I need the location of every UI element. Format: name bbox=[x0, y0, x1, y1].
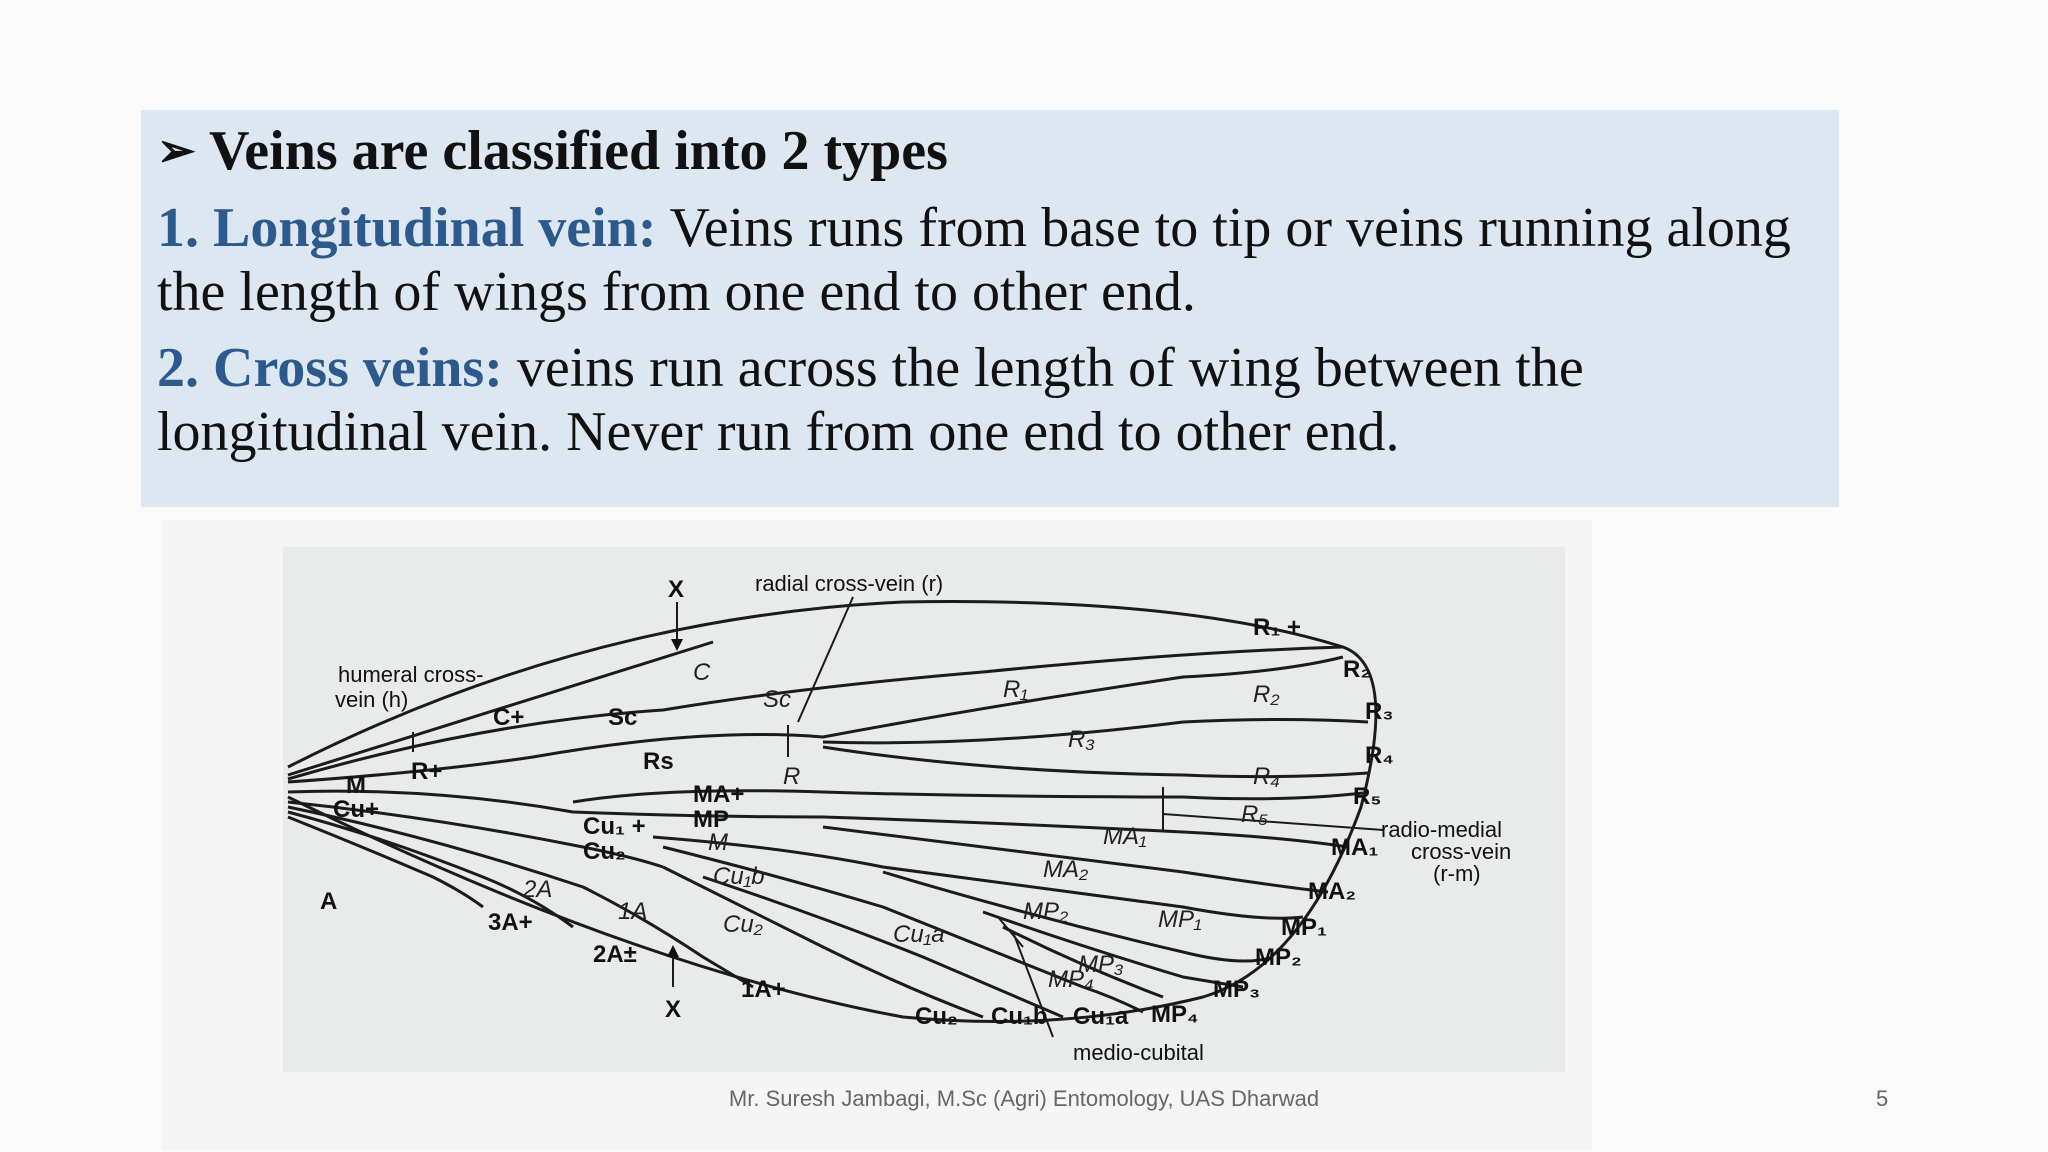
label-cu2: Cu₂ bbox=[583, 838, 626, 865]
label-x-bottom: X bbox=[665, 996, 682, 1023]
item-longitudinal-vein bbox=[157, 196, 1825, 324]
label-ma2-italic: MA₂ bbox=[1043, 856, 1089, 883]
footer-credit: Mr. Suresh Jambagi, M.Sc (Agri) Entomology, UAS Dharwad bbox=[728, 1086, 1320, 1111]
label-mp3: MP₃ bbox=[1213, 976, 1261, 1003]
x-arrow-top-head bbox=[671, 639, 683, 651]
wing-venation-figure bbox=[283, 547, 1565, 1072]
page-number: 5 bbox=[1876, 1086, 1889, 1111]
wing-venation-diagram bbox=[283, 547, 1565, 1072]
label-m-italic: M bbox=[708, 829, 728, 856]
item-cross-veins bbox=[157, 336, 1825, 464]
label-cu1-plus: Cu₁ + bbox=[583, 813, 646, 840]
label-mp1: MP₁ bbox=[1281, 914, 1327, 941]
label-ma1: MA₁ bbox=[1331, 834, 1379, 861]
label-ma1-italic: MA₁ bbox=[1103, 823, 1147, 850]
item1-lead: 1. Longitudinal vein: bbox=[157, 197, 657, 259]
label-medio-cubital: medio-cubital bbox=[1073, 1040, 1204, 1065]
label-mp1-italic: MP₁ bbox=[1158, 906, 1202, 933]
label-humeral-1: humeral cross- bbox=[338, 662, 484, 687]
label-x-top: X bbox=[668, 576, 685, 603]
label-radio-medial-3: (r-m) bbox=[1433, 861, 1481, 886]
radial-leader bbox=[798, 597, 853, 722]
x-arrow-bottom-head bbox=[667, 945, 679, 957]
label-sc: Sc bbox=[608, 704, 638, 731]
label-cu1a-bottom: Cu₁a bbox=[1073, 1003, 1129, 1030]
label-r3: R₃ bbox=[1365, 698, 1394, 725]
label-r5-italic: R₅ bbox=[1241, 801, 1268, 828]
item1-text: Veins runs from base to tip or veins running along the length of wings from one end to other end. bbox=[157, 197, 1791, 323]
label-ma2: MA₂ bbox=[1308, 878, 1356, 905]
label-1a-italic: 1A bbox=[618, 898, 648, 925]
label-sc-italic: Sc bbox=[763, 686, 792, 713]
label-r2: R₂ bbox=[1343, 656, 1371, 683]
label-mp4-italic: MP₄ bbox=[1048, 966, 1094, 993]
label-r1-italic: R₁ bbox=[1003, 676, 1028, 703]
label-2a-pm: 2A± bbox=[593, 941, 637, 968]
arrow-bullet-icon: ➢ bbox=[157, 125, 196, 176]
label-rs: Rs bbox=[643, 748, 674, 775]
label-mp4: MP₄ bbox=[1151, 1001, 1199, 1028]
item2-text: veins run across the length of wing between the longitudinal vein. Never run from one end to other end. bbox=[157, 337, 1584, 463]
label-r5: R₅ bbox=[1353, 783, 1382, 810]
label-r4: R₄ bbox=[1365, 742, 1394, 769]
label-cu2-bottom: Cu₂ bbox=[915, 1003, 958, 1030]
label-cu-plus: Cu+ bbox=[333, 796, 380, 823]
label-c-italic: C bbox=[693, 659, 711, 686]
label-mp2-italic: MP₂ bbox=[1023, 898, 1069, 925]
item2-lead: 2. Cross veins: bbox=[157, 337, 503, 399]
radio-medial-leader bbox=[1163, 814, 1383, 830]
heading bbox=[157, 116, 1825, 186]
label-r2-italic: R₂ bbox=[1253, 681, 1280, 708]
label-humeral-2: vein (h) bbox=[335, 687, 409, 712]
label-mp: MP bbox=[693, 806, 729, 833]
label-cu2-italic: Cu₂ bbox=[723, 911, 763, 938]
content-textbox bbox=[141, 110, 1839, 507]
label-r1-plus: R₁ + bbox=[1253, 614, 1301, 641]
label-radio-medial-1: radio-medial bbox=[1381, 817, 1503, 842]
label-m: M bbox=[346, 772, 366, 799]
label-r-plus: R+ bbox=[411, 758, 443, 785]
label-cu1b-italic: Cu₁b bbox=[713, 863, 765, 890]
label-ma-plus: MA+ bbox=[693, 781, 745, 808]
label-r-italic: R bbox=[783, 763, 801, 790]
label-a: A bbox=[320, 888, 338, 915]
vein-rs-2 bbox=[823, 747, 1368, 777]
label-radial-cross-vein: radial cross-vein (r) bbox=[755, 571, 944, 596]
heading-text: Veins are classified into 2 types bbox=[209, 120, 948, 182]
label-radio-medial-2: cross-vein bbox=[1411, 839, 1512, 864]
label-3a-plus: 3A+ bbox=[488, 909, 533, 936]
label-r3-italic: R₃ bbox=[1068, 726, 1095, 753]
label-2a-italic: 2A bbox=[523, 876, 553, 903]
label-c-plus: C+ bbox=[493, 704, 525, 731]
label-mp3-italic: MP₃ bbox=[1078, 951, 1124, 978]
label-mp2: MP₂ bbox=[1255, 944, 1302, 971]
label-cu1b-bottom: Cu₁b bbox=[991, 1003, 1048, 1030]
label-1a-plus: 1A+ bbox=[741, 976, 786, 1003]
label-cu1a-italic: Cu₁a bbox=[893, 921, 945, 948]
label-r4-italic: R₄ bbox=[1253, 763, 1280, 790]
